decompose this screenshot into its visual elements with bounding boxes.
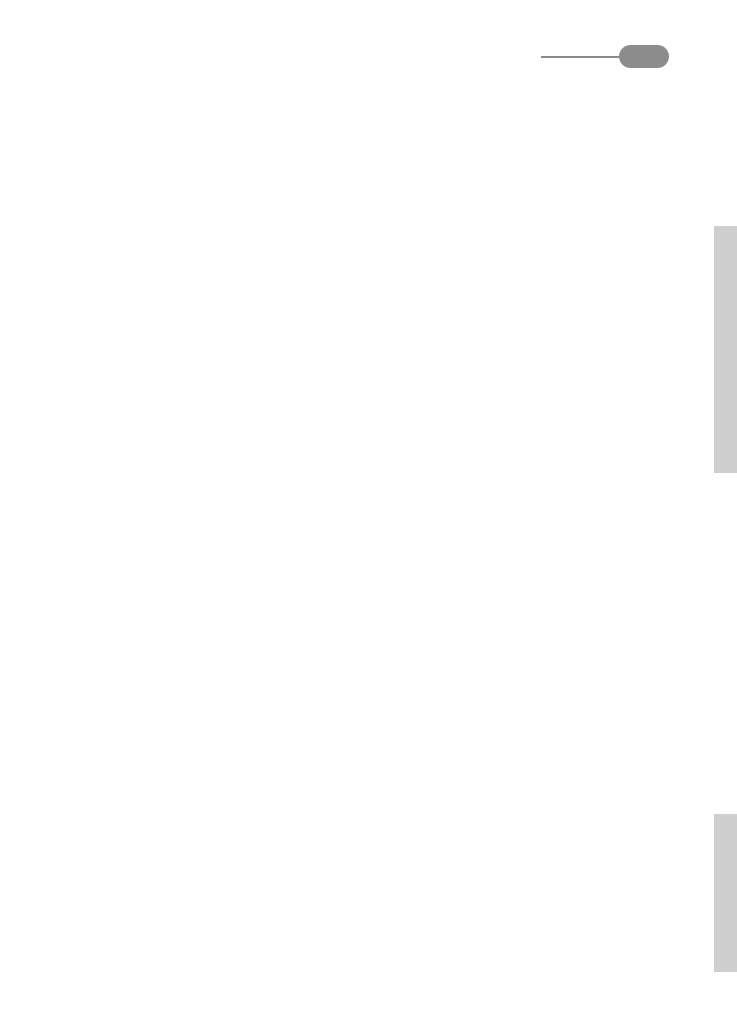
page-number-badge <box>619 45 669 68</box>
header-rule <box>541 56 631 58</box>
chapter-heading <box>71 48 81 65</box>
side-tab-lower <box>714 814 737 972</box>
side-tab-upper <box>714 226 737 473</box>
